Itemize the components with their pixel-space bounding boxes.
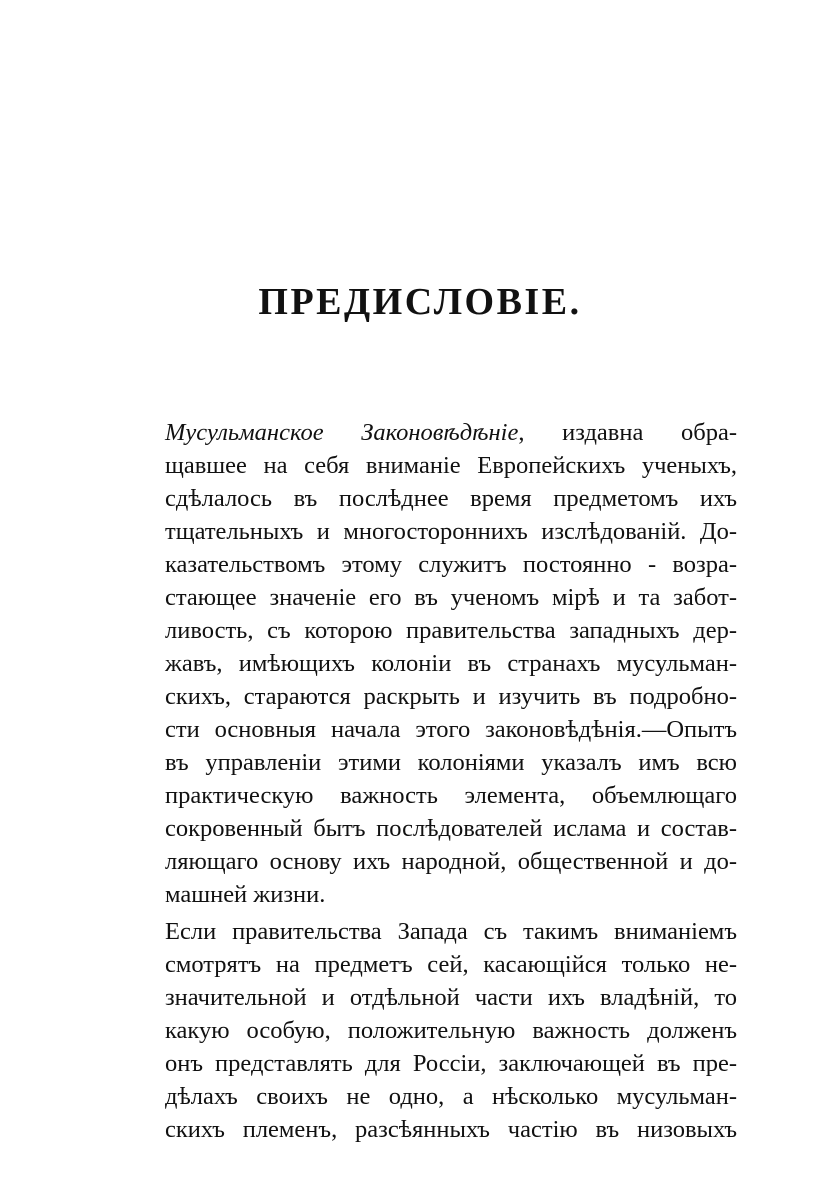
paragraph-1-line: ливость, съ которою правительства западныхъ дер- <box>165 617 737 644</box>
paragraph-1-line: сокровенный бытъ послѣдователей ислама и состав- <box>165 815 737 842</box>
paragraph-2-line: скихъ племенъ, разсѣянныхъ частію въ низовыхъ <box>165 1116 737 1143</box>
paragraph-1-line: стающее значеніе его въ ученомъ мірѣ и та забот- <box>165 584 737 611</box>
paragraph-1-line: жавъ, имѣющихъ колоніи въ странахъ мусульман- <box>165 650 737 677</box>
paragraph-2-line: какую особую, положительную важность долженъ <box>165 1017 737 1044</box>
paragraph-1-line-1-rest: , издавна обра- <box>518 419 737 446</box>
paragraph-1-line: практическую важность элемента, объемлющаго <box>165 782 737 809</box>
paragraph-1-line: сти основныя начала этого законовѣдѣнія.—Опытъ <box>165 716 737 743</box>
paragraph-1-line: сдѣлалось въ послѣднее время предметомъ ихъ <box>165 485 737 512</box>
page-title: ПРЕДИСЛОВІЕ. <box>258 281 582 323</box>
paragraph-1-line: ляющаго основу ихъ народной, общественной и до- <box>165 848 737 875</box>
paragraph-2-line: смотрятъ на предметъ сей, касающійся только не- <box>165 951 737 978</box>
paragraph-1-last-line: машней жизни. <box>165 881 326 908</box>
body-text <box>165 416 737 1146</box>
paragraph-2-line: значительной и отдѣльной части ихъ владѣній, то <box>165 984 737 1011</box>
paragraph-1-line: въ управленіи этими колоніями указалъ имъ всю <box>165 749 737 776</box>
paragraph-1-line: тщательныхъ и многостороннихъ изслѣдованій. До- <box>165 518 737 545</box>
paragraph-2-line: дѣлахъ своихъ не одно, а нѣсколько мусульман- <box>165 1083 737 1110</box>
paragraph-1-line: казательствомъ этому служитъ постоянно - возра- <box>165 551 737 578</box>
paragraph-2-line: Если правительства Запада съ такимъ вниманіемъ <box>165 918 737 945</box>
paragraph-1-line: скихъ, стараются раскрыть и изучить въ подробно- <box>165 683 737 710</box>
paragraph-1-line: щавшее на себя вниманіе Европейскихъ ученыхъ, <box>165 452 737 479</box>
italic-term: Мусульманское Законовѣдѣніе <box>165 419 519 446</box>
paragraph-1-line-1 <box>165 416 737 449</box>
paragraph-2-line: онъ представлять для Россіи, заключающей въ пре- <box>165 1050 737 1077</box>
